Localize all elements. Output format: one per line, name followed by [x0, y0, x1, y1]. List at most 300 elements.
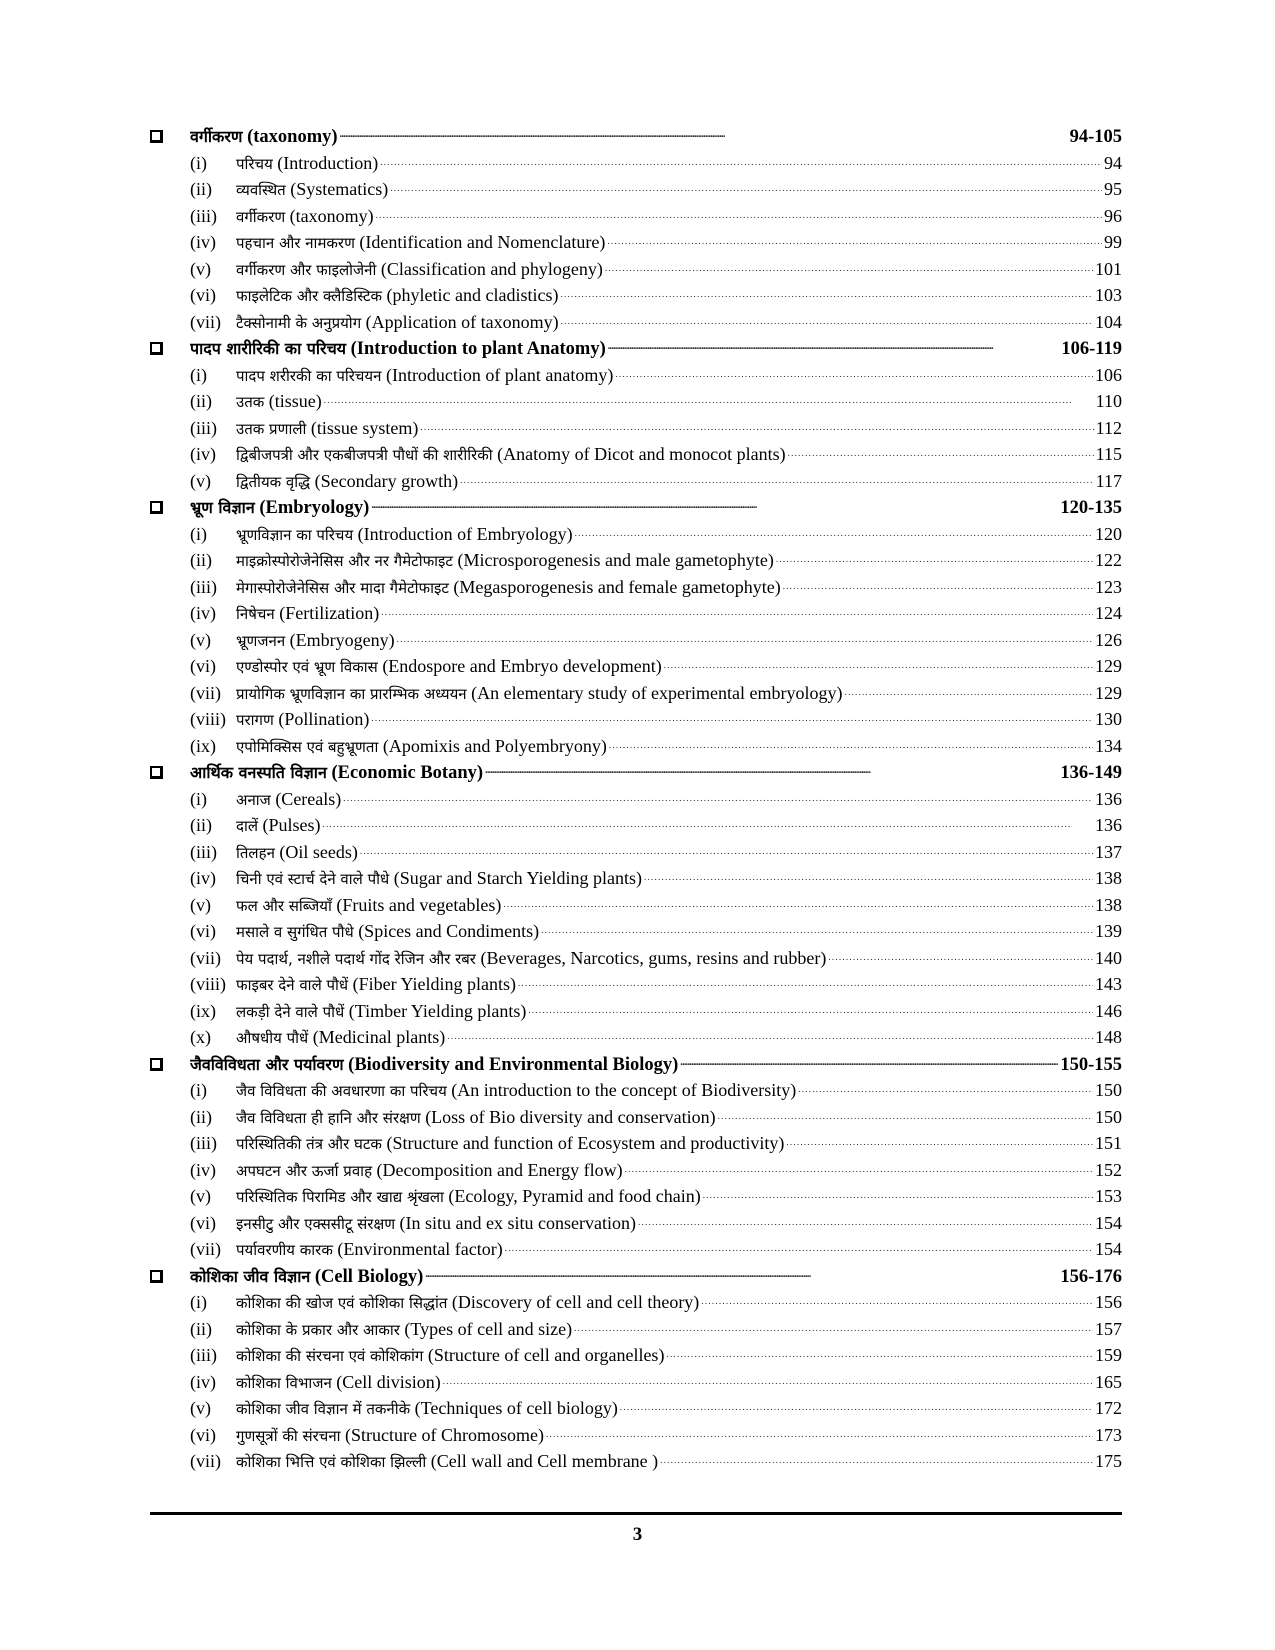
- entry-number: (vi): [190, 921, 216, 941]
- toc-entry[interactable]: [150, 893, 1122, 920]
- entry-page: 146: [1095, 1000, 1122, 1021]
- toc-entry[interactable]: [150, 1370, 1122, 1397]
- dot-leader: [609, 734, 1093, 752]
- toc-section-heading[interactable]: [150, 1052, 1122, 1079]
- dot-leader: [546, 1423, 1093, 1441]
- entry-title-hindi: लकड़ी देने वाले पौधें: [236, 1002, 345, 1021]
- toc-entry[interactable]: [150, 1237, 1122, 1264]
- entry-number: (v): [190, 470, 211, 491]
- dot-leader: [560, 283, 1093, 301]
- toc-section-heading[interactable]: [150, 336, 1122, 363]
- entry-page: 104: [1095, 311, 1122, 332]
- entry-number: (iii): [190, 1345, 217, 1365]
- checkbox-bullet-icon: [150, 1055, 190, 1076]
- entry-page: 129: [1095, 656, 1122, 676]
- toc-section-heading[interactable]: [150, 495, 1122, 522]
- entry-title: [236, 1001, 526, 1022]
- toc-entry[interactable]: [150, 787, 1122, 814]
- section-title-hindi: पादप शारीरिकी का परिचय: [190, 339, 347, 358]
- section-title: [190, 337, 606, 360]
- entry-title-hindi: दालें: [236, 817, 259, 835]
- entry-title-english: (An introduction to the concept of Biodiversity): [451, 1080, 797, 1100]
- entry-title: [236, 1213, 636, 1234]
- entry-title-hindi: जैव विविधता ही हानि और संरक्षण: [236, 1108, 421, 1127]
- entry-title: [236, 895, 501, 916]
- toc-entry[interactable]: [150, 230, 1122, 257]
- entry-title-hindi: फल और सब्जियाँ: [236, 896, 332, 915]
- toc-entry[interactable]: [150, 363, 1122, 390]
- entry-page: 120: [1095, 523, 1122, 544]
- entry-title-english: (Fertilization): [279, 603, 380, 623]
- entry-number: (vii): [190, 1239, 221, 1259]
- entry-page: 156: [1095, 1292, 1122, 1312]
- entry-title-english: (Embryogeny): [289, 629, 395, 650]
- entry-title-english: (Structure of Chromosome): [345, 1424, 545, 1445]
- entry-title-hindi: वर्गीकरण: [236, 207, 286, 226]
- dot-leader: [845, 681, 1094, 699]
- entry-page: 154: [1095, 1239, 1122, 1259]
- entry-title: [236, 974, 516, 995]
- entry-title-english: (Secondary growth): [314, 470, 459, 491]
- toc-entry[interactable]: [150, 919, 1122, 946]
- section-title-hindi: आर्थिक वनस्पति विज्ञान: [190, 763, 327, 782]
- toc-section-heading[interactable]: [150, 760, 1122, 787]
- entry-title-english: (Anatomy of Dicot and monocot plants): [497, 444, 786, 464]
- dot-leader: [786, 1131, 1093, 1149]
- entry-title: [236, 1027, 445, 1048]
- entry-number: (ii): [190, 1318, 212, 1339]
- toc-entry[interactable]: [150, 416, 1122, 443]
- entry-title-hindi: इनसीटु और एक्ससीटू संरक्षण: [236, 1214, 396, 1233]
- entry-title-english: (Identification and Nomenclature): [359, 232, 606, 252]
- entry-title: [236, 206, 374, 227]
- entry-title-hindi: माइक्रोस्पोरोजेनेसिस और नर गैमेटोफाइट: [236, 552, 453, 570]
- toc-entry[interactable]: [150, 1396, 1122, 1423]
- toc-entry[interactable]: [150, 204, 1122, 231]
- entry-title-hindi: उतक प्रणाली: [236, 419, 307, 438]
- entry-page: 94: [1104, 152, 1122, 173]
- entry-title-english: (Introduction of Embryology): [357, 523, 573, 544]
- entry-page: 106: [1095, 364, 1122, 385]
- entry-title-hindi: एपोमिक्सिस एवं बहुभ्रूणता: [236, 737, 379, 756]
- entry-number: (iv): [190, 603, 216, 623]
- entry-page: 173: [1095, 1424, 1122, 1445]
- toc-entry[interactable]: [150, 469, 1122, 496]
- section-page-range: 156-176: [1060, 1266, 1122, 1287]
- entry-number: (viii): [190, 709, 226, 729]
- entry-title-hindi: भ्रूणजनन: [236, 631, 286, 650]
- entry-number: (vi): [190, 1424, 216, 1445]
- entry-page: 140: [1095, 947, 1122, 968]
- dot-leader: [703, 1184, 1093, 1202]
- entry-title-hindi: कोशिका जीव विज्ञान में तकनीके: [236, 1400, 411, 1418]
- entry-title-english: (Application of taxonomy): [365, 311, 559, 332]
- toc-entry[interactable]: [150, 946, 1122, 973]
- entry-number: (iv): [190, 232, 216, 252]
- dot-leader: [447, 1025, 1093, 1043]
- entry-number: (vi): [190, 1212, 216, 1233]
- entry-title-english: (Sugar and Starch Yielding plants): [393, 868, 643, 888]
- entry-title-hindi: कोशिका की खोज एवं कोशिका सिद्धांत: [236, 1294, 448, 1312]
- section-title-english: (taxonomy): [247, 127, 338, 147]
- entry-title-hindi: अपघटन और ऊर्जा प्रवाह: [236, 1161, 373, 1180]
- entry-page: 126: [1095, 629, 1122, 650]
- entry-title-english: (Environmental factor): [337, 1239, 503, 1259]
- entry-title-english: (An elementary study of experimental embryology): [471, 682, 843, 703]
- entry-title-hindi: मसाले व सुगंधित पौधे: [236, 923, 354, 941]
- entry-title-hindi: परिस्थितिकी तंत्र और घटक: [236, 1135, 382, 1153]
- entry-page: 134: [1095, 735, 1122, 756]
- toc-entry[interactable]: [150, 1343, 1122, 1370]
- entry-number: (ii): [190, 1106, 212, 1127]
- entry-title-hindi: कोशिका भित्ति एवं कोशिका झिल्ली: [236, 1453, 427, 1471]
- entry-title-english: (Techniques of cell biology): [414, 1398, 618, 1418]
- toc-entry[interactable]: [150, 522, 1122, 549]
- entry-number: (i): [190, 1292, 207, 1312]
- entry-title-english: (Cell division): [336, 1371, 441, 1392]
- dot-leader: [360, 840, 1093, 858]
- toc-entry[interactable]: [150, 813, 1122, 840]
- toc-entry[interactable]: [150, 1317, 1122, 1344]
- toc-entry[interactable]: [150, 1131, 1122, 1158]
- dot-leader: [680, 1052, 1058, 1070]
- entry-title: [236, 815, 321, 836]
- table-of-contents: [150, 124, 1122, 1476]
- dot-leader: [324, 389, 1094, 407]
- dot-leader: [528, 999, 1093, 1017]
- toc-entry[interactable]: [150, 734, 1122, 761]
- entry-title-english: (Apomixis and Polyembryony): [382, 735, 607, 756]
- toc-entry[interactable]: [150, 283, 1122, 310]
- entry-number: (v): [190, 258, 211, 279]
- dot-leader: [783, 575, 1093, 593]
- entry-page: 151: [1095, 1133, 1122, 1153]
- entry-title-english: (Discovery of cell and cell theory): [451, 1292, 700, 1312]
- entry-title-hindi: अनाज: [236, 790, 271, 809]
- dot-leader: [660, 1449, 1093, 1467]
- entry-title: [236, 1160, 623, 1181]
- entry-title: [236, 285, 558, 306]
- dot-leader: [371, 495, 1058, 513]
- entry-page: 150: [1095, 1080, 1122, 1100]
- entry-title-hindi: परागण: [236, 711, 274, 729]
- entry-number: (vi): [190, 285, 216, 305]
- entry-number: (iii): [190, 1133, 217, 1153]
- footer-rule: [150, 1512, 1122, 1515]
- dot-leader: [381, 601, 1093, 619]
- dot-leader: [485, 760, 1058, 778]
- entry-number: (i): [190, 364, 207, 385]
- entry-title: [236, 736, 607, 757]
- entry-number: (ix): [190, 735, 216, 756]
- toc-entry[interactable]: [150, 654, 1122, 681]
- toc-entry[interactable]: [150, 601, 1122, 628]
- entry-title-english: (Decomposition and Energy flow): [376, 1159, 623, 1180]
- entry-page: 148: [1095, 1027, 1122, 1047]
- entry-title-english: (Endospore and Embryo development): [382, 656, 662, 676]
- dot-leader: [701, 1290, 1093, 1308]
- dot-leader: [828, 946, 1093, 964]
- entry-title-english: (Cereals): [275, 788, 342, 809]
- checkbox-bullet-icon: [150, 1267, 190, 1288]
- entry-title: [236, 683, 843, 704]
- toc-entry[interactable]: [150, 310, 1122, 337]
- entry-page: 159: [1095, 1345, 1122, 1365]
- dot-leader: [620, 1396, 1093, 1414]
- section-title: [190, 1053, 678, 1076]
- entry-title: [236, 868, 642, 889]
- dot-leader: [798, 1078, 1093, 1096]
- dot-leader: [460, 469, 1094, 487]
- dot-leader: [615, 363, 1093, 381]
- entry-title-english: (Microsporogenesis and male gametophyte): [457, 550, 774, 570]
- entry-number: (vii): [190, 682, 221, 703]
- entry-number: (ix): [190, 1000, 216, 1021]
- toc-entry[interactable]: [150, 707, 1122, 734]
- entry-title: [236, 1345, 664, 1366]
- entry-title: [236, 789, 341, 810]
- entry-title: [236, 153, 378, 174]
- entry-title: [236, 444, 786, 465]
- entry-number: (ii): [190, 815, 212, 835]
- entry-title-hindi: वर्गीकरण और फाइलोजेनी: [236, 260, 377, 279]
- entry-title: [236, 603, 379, 624]
- entry-title: [236, 232, 605, 253]
- entry-number: (v): [190, 894, 211, 915]
- entry-page: 99: [1104, 232, 1122, 252]
- entry-title-hindi: पर्यावरणीय कारक: [236, 1241, 333, 1259]
- dot-leader: [505, 1237, 1093, 1255]
- entry-title: [236, 471, 458, 492]
- toc-entry[interactable]: [150, 177, 1122, 204]
- toc-entry[interactable]: [150, 972, 1122, 999]
- entry-page: 137: [1095, 841, 1122, 862]
- toc-entry[interactable]: [150, 628, 1122, 655]
- entry-number: (iv): [190, 868, 216, 888]
- entry-title-hindi: परिचय: [236, 154, 273, 173]
- toc-entry[interactable]: [150, 548, 1122, 575]
- entry-title-hindi: चिनी एवं स्टार्च देने वाले पौधे: [236, 870, 390, 888]
- entry-page: 129: [1095, 682, 1122, 703]
- entry-page: 136: [1095, 815, 1122, 835]
- page-number: 3: [632, 1524, 643, 1545]
- checkbox-bullet-icon: [150, 498, 190, 519]
- section-page-range: 94-105: [1069, 127, 1122, 147]
- entry-page: 143: [1095, 974, 1122, 994]
- toc-section-heading[interactable]: [150, 124, 1122, 151]
- dot-leader: [503, 893, 1093, 911]
- toc-entry[interactable]: [150, 1211, 1122, 1238]
- entry-title-english: (Fiber Yielding plants): [352, 974, 516, 994]
- entry-page: 130: [1095, 709, 1122, 729]
- entry-page: 96: [1104, 205, 1122, 226]
- entry-title-hindi: औषधीय पौधें: [236, 1029, 309, 1047]
- dot-leader: [518, 972, 1093, 990]
- toc-section: [150, 124, 1122, 336]
- dot-leader: [323, 813, 1093, 831]
- toc-section: [150, 336, 1122, 495]
- entry-title-hindi: पेय पदार्थ, नशीले पदार्थ गोंद रेजिन और रबर: [236, 949, 476, 968]
- toc-entry[interactable]: [150, 866, 1122, 893]
- entry-title: [236, 391, 322, 412]
- entry-title-english: (Types of cell and size): [404, 1318, 573, 1339]
- entry-title: [236, 1239, 503, 1260]
- toc-section: [150, 495, 1122, 760]
- entry-title: [236, 577, 781, 598]
- entry-page: 150: [1095, 1106, 1122, 1127]
- entry-page: 153: [1095, 1186, 1122, 1206]
- toc-entry[interactable]: [150, 1078, 1122, 1105]
- toc-entry[interactable]: [150, 999, 1122, 1026]
- entry-title-english: (Classification and phylogeny): [380, 258, 603, 279]
- entry-title-english: (tissue): [268, 391, 322, 411]
- entry-title: [236, 179, 388, 200]
- dot-leader: [776, 548, 1093, 566]
- entry-title-hindi: द्विबीजपत्री और एकबीजपत्री पौधों की शारीरिकी: [236, 446, 493, 464]
- entry-page: 123: [1095, 576, 1122, 597]
- dot-leader: [666, 1343, 1093, 1361]
- dot-leader: [574, 1317, 1093, 1335]
- entry-title-english: (tissue system): [310, 417, 419, 438]
- entry-number: (v): [190, 1398, 211, 1418]
- entry-number: (i): [190, 788, 207, 809]
- entry-title: [236, 1107, 716, 1128]
- entry-page: 139: [1095, 921, 1122, 941]
- entry-title: [236, 948, 826, 969]
- dot-leader: [541, 919, 1093, 937]
- entry-title-hindi: तिलहन: [236, 843, 275, 862]
- entry-title: [236, 1319, 572, 1340]
- entry-title-hindi: फाइबर देने वाले पौधें: [236, 976, 349, 994]
- dot-leader: [561, 310, 1093, 328]
- entry-title-english: (Structure of cell and organelles): [427, 1345, 665, 1365]
- entry-number: (v): [190, 1186, 211, 1206]
- section-page-range: 136-149: [1060, 763, 1122, 783]
- entry-title-english: (Introduction of plant anatomy): [385, 364, 614, 385]
- entry-number: (ii): [190, 391, 212, 411]
- entry-title: [236, 656, 662, 677]
- toc-section-heading[interactable]: [150, 1264, 1122, 1291]
- dot-leader: [420, 416, 1093, 434]
- entry-page: 115: [1095, 444, 1122, 464]
- toc-entry[interactable]: [150, 1423, 1122, 1450]
- entry-number: (vii): [190, 947, 221, 968]
- entry-title-hindi: पहचान और नामकरण: [236, 234, 355, 252]
- toc-entry[interactable]: [150, 840, 1122, 867]
- entry-title-english: (Pollination): [278, 709, 370, 729]
- entry-title-english: (Structure and function of Ecosystem and productivity): [386, 1133, 785, 1153]
- entry-page: 117: [1095, 470, 1122, 491]
- entry-title-english: (Pulses): [262, 815, 321, 835]
- entry-page: 124: [1095, 603, 1122, 623]
- toc-section: [150, 1264, 1122, 1476]
- entry-title: [236, 524, 573, 545]
- dot-leader: [376, 204, 1102, 222]
- toc-entry[interactable]: [150, 575, 1122, 602]
- section-page-range: 150-155: [1060, 1054, 1122, 1075]
- entry-number: (iv): [190, 1371, 216, 1392]
- entry-title-english: (Systematics): [290, 179, 389, 199]
- section-title-hindi: जैवविविधता और पर्यावरण: [190, 1054, 344, 1074]
- entry-title: [236, 259, 603, 280]
- entry-title-english: (Beverages, Narcotics, gums, resins and rubber): [480, 947, 827, 968]
- checkbox-bullet-icon: [150, 127, 190, 148]
- dot-leader: [380, 151, 1102, 169]
- dot-leader: [605, 257, 1093, 275]
- entry-number: (iv): [190, 444, 216, 464]
- section-title: [190, 1265, 423, 1288]
- entry-title-hindi: कोशिका के प्रकार और आकार: [236, 1320, 400, 1339]
- entry-title-hindi: गुणसूत्रों की संरचना: [236, 1426, 341, 1445]
- entry-title-english: (Cell wall and Cell membrane ): [430, 1451, 659, 1471]
- toc-entry[interactable]: [150, 151, 1122, 178]
- entry-title-hindi: जैव विविधता की अवधारणा का परिचय: [236, 1082, 447, 1100]
- entry-number: (vii): [190, 1451, 221, 1471]
- entry-number: (iii): [190, 205, 217, 226]
- entry-page: 95: [1104, 179, 1122, 199]
- entry-number: (i): [190, 523, 207, 544]
- dot-leader: [788, 442, 1094, 460]
- entry-title-english: (Spices and Condiments): [358, 921, 540, 941]
- section-title-english: (Cell Biology): [314, 1266, 424, 1287]
- entry-title-hindi: पादप शरीरकी का परिचयन: [236, 366, 382, 385]
- toc-entry[interactable]: [150, 257, 1122, 284]
- dot-leader: [425, 1264, 1058, 1282]
- entry-title-hindi: एण्डोस्पोर एवं भ्रूण विकास: [236, 658, 378, 676]
- entry-title-hindi: मेगास्पोरोजेनेसिस और मादा गैमेटोफाइट: [236, 578, 449, 597]
- entry-title-hindi: कोशिका विभाजन: [236, 1373, 332, 1392]
- entry-page: 101: [1095, 258, 1122, 279]
- toc-entry[interactable]: [150, 1158, 1122, 1185]
- toc-entry[interactable]: [150, 1290, 1122, 1317]
- entry-page: 157: [1095, 1318, 1122, 1339]
- entry-title-english: (taxonomy): [289, 205, 374, 226]
- entry-title-english: (Timber Yielding plants): [348, 1000, 527, 1021]
- dot-leader: [664, 654, 1093, 672]
- dot-leader: [343, 787, 1093, 805]
- entry-title: [236, 709, 369, 730]
- toc-entry[interactable]: [150, 1025, 1122, 1052]
- toc-entry[interactable]: [150, 681, 1122, 708]
- entry-number: (x): [190, 1027, 211, 1047]
- toc-entry[interactable]: [150, 1449, 1122, 1476]
- entry-title-english: (Oil seeds): [279, 841, 358, 862]
- entry-title-english: (Fruits and vegetables): [336, 894, 502, 915]
- section-title-english: (Embryology): [259, 498, 370, 518]
- entry-title-english: (Introduction): [277, 152, 379, 173]
- entry-title: [236, 1080, 796, 1101]
- entry-title: [236, 1425, 544, 1446]
- toc-entry[interactable]: [150, 1105, 1122, 1132]
- toc-entry[interactable]: [150, 442, 1122, 469]
- entry-page: 112: [1095, 417, 1122, 438]
- toc-entry[interactable]: [150, 389, 1122, 416]
- entry-number: (iii): [190, 841, 217, 862]
- dot-leader: [644, 866, 1093, 884]
- entry-title: [236, 1398, 618, 1419]
- section-title-english: (Biodiversity and Environmental Biology): [348, 1054, 679, 1075]
- checkbox-bullet-icon: [150, 763, 190, 784]
- entry-title: [236, 550, 774, 571]
- toc-entry[interactable]: [150, 1184, 1122, 1211]
- entry-title-hindi: द्वितीयक वृद्धि: [236, 472, 311, 491]
- toc-section: [150, 760, 1122, 1052]
- dot-leader: [340, 124, 1068, 142]
- entry-title: [236, 842, 358, 863]
- checkbox-bullet-icon: [150, 339, 190, 360]
- entry-number: (viii): [190, 974, 226, 994]
- dot-leader: [607, 230, 1102, 248]
